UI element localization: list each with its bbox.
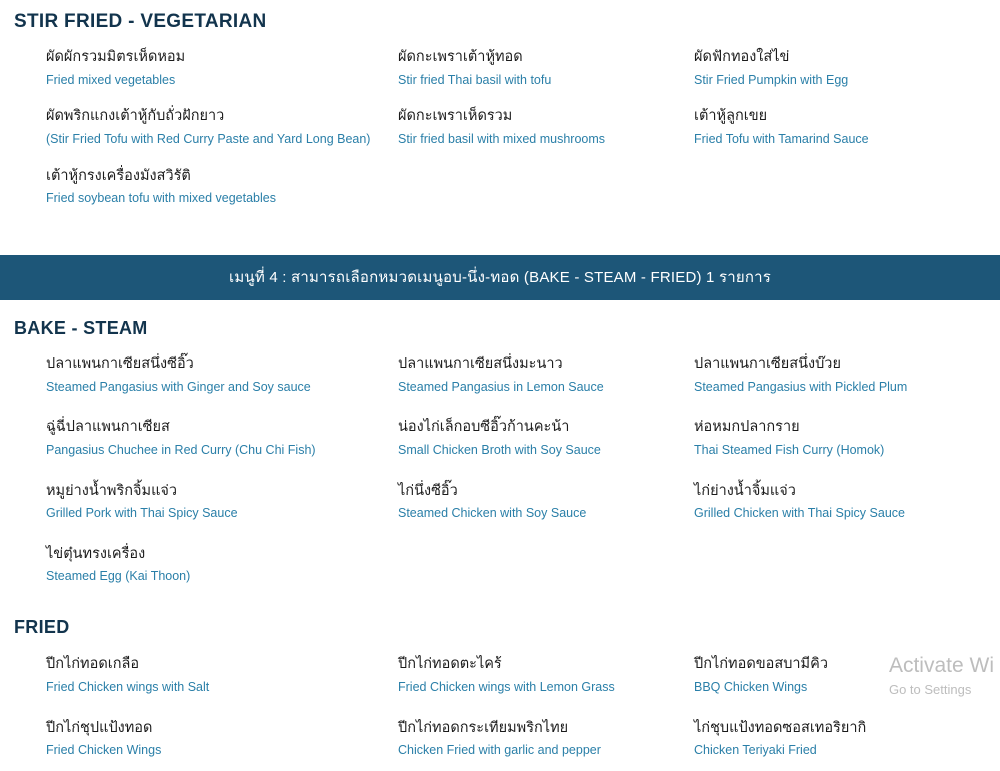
menu-item-thai: ปลาแพนกาเซียสนึ่งบ๊วย	[694, 355, 841, 372]
menu-item-thai: ปีกไก่ทอดขอสบามีคิว	[694, 656, 828, 673]
menu-item	[694, 644, 1000, 707]
menu-item-thai: ผัดกะเพราเต้าหู้ทอด	[398, 49, 523, 65]
menu-item-english: (Stir Fried Tofu with Red Curry Paste and Yard Long Bean)	[46, 131, 371, 146]
menu-item-thai: ปีกไก่ชุปแป้งทอด	[46, 719, 153, 736]
menu-item-thai: เต้าหู้กรงเครื่องมังสวิรัติ	[46, 167, 191, 184]
section-title-fried: FRIED	[14, 617, 70, 638]
menu-item	[0, 644, 398, 707]
section-bake-steam	[0, 300, 1000, 597]
menu-item-english: Steamed Egg (Kai Thoon)	[46, 569, 191, 584]
menu-item-thai: ปลาแพนกาเซียสนึ่งซีอิ๊ว	[46, 355, 194, 372]
menu-item-thai: ปีกไก่ทอดเกลือ	[46, 656, 140, 673]
menu-item	[694, 98, 1000, 157]
menu-item-thai: ไก่นึ่งซีอิ๊ว	[398, 482, 458, 499]
menu-item-english: Grilled Pork with Thai Spicy Sauce	[46, 506, 238, 521]
menu-item-english: Fried Chicken Wings	[46, 743, 162, 758]
menu-item-english: Steamed Pangasius with Ginger and Soy sauce	[46, 379, 311, 394]
menu-item	[398, 471, 694, 534]
watermark-subtitle: Go to Settings	[888, 682, 972, 697]
menu-item-thai: ผัดพริกแกงเต้าหู้กับถั่วฝักยาว	[46, 108, 225, 125]
fried-items	[0, 644, 1000, 771]
menu-item-empty	[694, 534, 1000, 597]
menu-item	[0, 471, 398, 534]
menu-item	[0, 407, 398, 470]
menu-item	[694, 39, 1000, 98]
bake-steam-items	[0, 344, 1000, 597]
menu-item-empty	[398, 158, 694, 217]
menu-item-english: Grilled Chicken with Thai Spicy Sauce	[694, 506, 905, 521]
menu-item	[694, 344, 1000, 407]
menu-item-thai: ผัดผักรวมมิตรเห็ดหอม	[46, 49, 186, 65]
menu-item-english: Stir Fried Pumpkin with Egg	[694, 72, 849, 87]
menu-item-empty	[398, 534, 694, 597]
menu-item-english: Fried soybean tofu with mixed vegetables	[46, 191, 276, 206]
menu-item	[0, 534, 398, 597]
menu-item-english: Thai Steamed Fish Curry (Homok)	[694, 442, 885, 457]
menu-item	[0, 708, 398, 771]
menu-item-english: Steamed Pangasius in Lemon Sauce	[398, 379, 604, 394]
watermark-title: Activate Wi	[888, 653, 994, 677]
menu-item-thai: ปีกไก่ทอดตะไคร้	[398, 656, 502, 673]
menu-item-english: Pangasius Chuchee in Red Curry (Chu Chi Fish)	[46, 442, 316, 457]
menu-item-thai: ปลาแพนกาเซียสนึ่งมะนาว	[398, 355, 563, 372]
menu-item-thai: ไก่ชุบแป้งทอดซอสเทอริยากิ	[694, 719, 867, 736]
menu-item	[398, 344, 694, 407]
menu-item-thai: ฉู่ฉี่ปลาแพนกาเซียส	[46, 419, 170, 436]
menu-item-thai: ไก่ย่างน้ำจิ้มแจ่ว	[694, 482, 796, 499]
menu-item	[694, 708, 1000, 771]
section-stir-fried	[0, 0, 1000, 217]
menu-item-english: Chicken Fried with garlic and pepper	[398, 743, 601, 758]
menu-item	[398, 708, 694, 771]
menu-item	[0, 39, 398, 98]
menu-item-english: Steamed Chicken with Soy Sauce	[398, 506, 587, 521]
menu-item-english: Chicken Teriyaki Fried	[694, 743, 817, 758]
menu-item-english: Steamed Pangasius with Pickled Plum	[694, 379, 908, 394]
menu-item-empty	[694, 158, 1000, 217]
menu-item	[398, 644, 694, 707]
menu-item	[0, 158, 398, 217]
menu-item	[694, 407, 1000, 470]
menu-item-english: Stir fried basil with mixed mushrooms	[398, 131, 606, 146]
menu-item-thai: เต้าหู้ลูกเขย	[694, 108, 768, 125]
menu-item-thai: ผัดกะเพราเห็ดรวม	[398, 108, 513, 125]
menu-item	[0, 98, 398, 157]
menu-item-english: Stir fried Thai basil with tofu	[398, 72, 552, 87]
menu-item-english: Fried Tofu with Tamarind Sauce	[694, 131, 869, 146]
menu-item-thai: ไข่ตุ๋นทรงเครื่อง	[46, 545, 146, 562]
menu-item	[398, 407, 694, 470]
menu-item-thai: ห่อหมกปลากราย	[694, 419, 800, 436]
menu-item	[694, 471, 1000, 534]
menu-item	[398, 39, 694, 98]
menu-item-english: Fried Chicken wings with Lemon Grass	[398, 679, 615, 694]
section-fried	[0, 597, 1000, 771]
section-title-stir-fried: STIR FRIED - VEGETARIAN	[14, 11, 267, 32]
menu-item-thai: น่องไก่เล็กอบซีอิ๊วก้านคะน้า	[398, 419, 570, 436]
menu-item-thai: ผัดฟักทองใส่ไข่	[694, 49, 790, 65]
stir-fried-items	[0, 39, 1000, 217]
menu-item-english: Fried Chicken wings with Salt	[46, 679, 210, 694]
menu-item-thai: ปีกไก่ทอดกระเทียมพริกไทย	[398, 719, 569, 736]
menu-4-banner: เมนูที่ 4 : สามารถเลือกหมวดเมนูอบ-นึ่ง-ทอด (BAKE - STEAM - FRIED) 1 รายการ	[0, 255, 1000, 300]
menu-item-english: Fried mixed vegetables	[46, 72, 176, 87]
menu-item-english: Small Chicken Broth with Soy Sauce	[398, 442, 601, 457]
menu-item	[398, 98, 694, 157]
menu-item-thai: หมูย่างน้ำพริกจิ้มแจ่ว	[46, 482, 178, 499]
spacer	[0, 217, 1000, 255]
section-title-bake-steam: BAKE - STEAM	[14, 317, 148, 338]
menu-item-english: BBQ Chicken Wings	[694, 679, 808, 694]
menu-item	[0, 344, 398, 407]
